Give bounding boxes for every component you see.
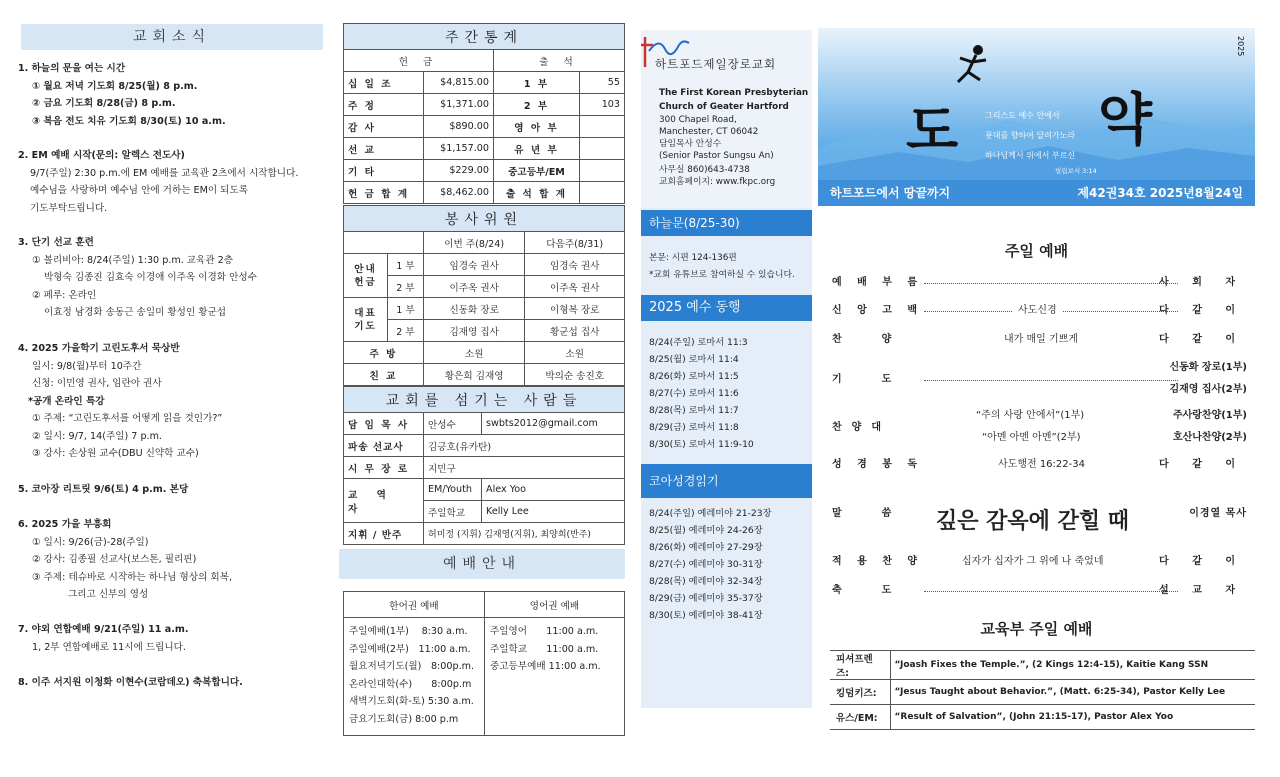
table-row: 파송 선교사 김긍호(유카탄): [344, 435, 625, 457]
list-item: 8/25(월) 로마서 11:4: [649, 354, 739, 365]
worship-table: 한어권 예배 영어권 예배 주일예배(1부) 8:30 a.m. 주일예배(2부) 11:00 a.m. 월요저녁기도(월) 8:00p.m. 온라인대학(수) 8:00p.m 새벽기도회(화-토) 5:30 a.m. 금요기도회(금) 8:00 p.m 주일영어 11:00 a.m. 주일학교 11:00 a.m. 중고등부예배 11:00 a.m.: [343, 591, 625, 736]
edu-table: [830, 650, 1255, 730]
english-worship-list: 주일영어 11:00 a.m. 주일학교 11:00 a.m. 중고등부예배 11:00 a.m.: [485, 618, 625, 736]
heaven-gate-header: 하늘문(8/25-30): [641, 210, 812, 236]
bible-reading-header: 코아성경읽기: [641, 464, 812, 498]
order-row: 신 앙 고 백 사도신경 다 같 이: [832, 301, 1255, 316]
list-item: 8/28(목) 로마서 11:7: [649, 405, 739, 416]
banner-title-yak: 약: [1098, 87, 1153, 153]
heaven-gate-body: 본문: 시편 124-136편 *교회 유튜브로 참여하실 수 있습니다.: [649, 253, 795, 280]
order-title: 주일 예배: [1004, 242, 1069, 260]
table-row: 교 역 자 EM/Youth Alex Yoo: [344, 479, 625, 501]
order-row: 예 배 부 름 사 회 자: [832, 277, 1245, 288]
list-item: 8/30(토) 로마서 11:9-10: [649, 439, 754, 450]
table-row: 선 교 $1,157.00 유 년 부: [344, 138, 625, 160]
news-item-8: 8. 이주 서지원 이청화 이현수(코람데오) 축복합니다.: [18, 677, 243, 688]
table-row: 2 부 김재영 집사 황군섭 집사: [344, 320, 625, 342]
banner-verse: 그리스도 예수 안에서 푯대를 향하여 달려가노라 하나님께서 위에서 부르신 빌립보서 3:14: [985, 111, 1097, 175]
table-row: 안내 헌금 1 부 임경숙 권사 임경숙 권사: [344, 254, 625, 276]
worship-order-column: [818, 0, 1255, 777]
list-item: 8/29(금) 로마서 11:8: [649, 422, 739, 433]
jesus-walk-header: 2025 예수 동행: [641, 295, 812, 321]
list-item: 8/29(금) 예레미야 35-37장: [649, 593, 763, 604]
news-item-3: 3. 단기 선교 훈련 ① 볼리비아: 8/24(주일) 1:30 p.m. 교육관 2층 박형숙 김종진 김효숙 이경애 이주옥 이경화 안성수 ② 페루: 온라인 이효정 남경화 송동근 송일미 황성인 황군섭: [18, 237, 257, 318]
table-row: 대표 기도 1 부 신동화 장로 이형복 장로: [344, 298, 625, 320]
news-column: [18, 0, 323, 777]
church-contact: 300 Chapel Road, Manchester, CT 06042 담임목사 안성수 (Senior Pastor Sungsu An) 사무실 860)643-4738 교회홈페이지: www.fkpc.org: [659, 115, 776, 187]
order-row: 축 도 설 교 자: [832, 585, 1245, 596]
list-item: 8/26(화) 로마서 11:5: [649, 371, 739, 382]
banner: 도 약 그리스도 예수 안에서 푯대를 향하여 달려가노라 하나님께서 위에서 부르신 빌립보서 3:14 2025 하트포드에서 땅끝까지 제42권34호 2025년8월24일: [818, 28, 1255, 206]
news-item-4: 4. 2025 가을학기 고린도후서 묵상반 일시: 9/8(월)부터 10주간 신청: 이민영 권사, 임란아 권사 *공개 온라인 특강 ① 주제: “고린도후서를 어떻게 읽을 것인가?” ② 일시: 9/7, 14(주일) 7 p.m. ③ 강사: 손상원 교수(DBU 신약학 교수): [18, 343, 223, 459]
order-row: 찬 양 내가 매일 기쁘게 다 같 이: [832, 334, 1245, 345]
list-item: 8/27(수) 로마서 11:6: [649, 388, 739, 399]
order-row: 찬 양 대 “주의 사랑 안에서”(1부) “아멘 아멘 아멘”(2부) 주사랑찬양(1부) 호산나찬양(2부): [832, 410, 1247, 443]
banner-footer: [818, 180, 1255, 206]
news-item-6: 6. 2025 가을 부흥회 ① 일시: 9/26(금)-28(주일) ② 강사: 김종필 선교사(보스톤, 필리핀) ③ 주제: 테슈바로 시작하는 하나님 형상의 회복, 그리고 신부의 영성: [18, 519, 232, 600]
list-item: 8/24(주일) 로마서 11:3: [649, 337, 748, 348]
order-row: 기 도 신동화 장로(1부) 김재영 집사(2부): [832, 362, 1247, 395]
table-row: 감 사 $890.00 영 아 부: [344, 116, 625, 138]
table-row: 담 임 목 사 안성수 swbts2012@gmail.com: [344, 413, 625, 435]
news-item-7: 7. 야외 연합예배 9/21(주일) 11 a.m. 1, 2부 연합예배로 11시에 드립니다.: [18, 624, 189, 653]
list-item: 8/28(목) 예레미야 32-34장: [649, 576, 763, 587]
list-item: 8/26(화) 예레미야 27-29장: [649, 542, 763, 553]
table-row: 주 정 $1,371.00 2 부 103: [344, 94, 625, 116]
sermon-title: 깊은 감옥에 갇힐 때: [936, 509, 1129, 534]
korean-worship-list: 주일예배(1부) 8:30 a.m. 주일예배(2부) 11:00 a.m. 월요저녁기도(월) 8:00p.m. 온라인대학(수) 8:00p.m 새벽기도회(화-토) 5:30 a.m. 금요기도회(금) 8:00 p.m: [344, 618, 485, 736]
table-row: 주일학교 Kelly Lee: [344, 501, 625, 523]
edu-title: 교육부 주일 예배: [980, 620, 1093, 638]
order-row: 적 용 찬 양 십자가 십자가 그 위에 나 죽었네 다 같 이: [832, 556, 1245, 567]
worship-header: 예배안내: [339, 549, 625, 579]
list-item: 8/30(토) 예레미야 38-41장: [649, 610, 763, 621]
table-row: 킹덤키즈: “Jesus Taught about Behavior.”, (Matt. 6:25-34), Pastor Kelly Lee: [830, 680, 1255, 705]
list-item: 8/24(주일) 예레미야 21-23장: [649, 508, 772, 519]
weekly-stats-table: 주간통계 헌 금 출 석 십 일 조 $4,815.00 1 부 55 주 정 $1,371.00 2 부 103 감 사 $890.00 영 아 부 선 교 $1,157.00 유 년 부 기 타 $229.00 중고등부/EM 헌 금 합 계 $8,462.00 출 석 합 계: [343, 23, 625, 204]
table-row: 십 일 조 $4,815.00 1 부 55: [344, 72, 625, 94]
issue-date: 제42권34호 2025년8월24일: [1077, 186, 1243, 200]
table-row: 유스/EM: “Result of Salvation”, (John 21:15-17), Pastor Alex Yoo: [830, 705, 1255, 730]
table-row: 기 타 $229.00 중고등부/EM: [344, 160, 625, 182]
news-item-2: 2. EM 예배 시작(문의: 알렉스 전도사) 9/7(주일) 2:30 p.m.에 EM 예배를 교육관 2츠에서 시작합니다. 예수님을 사랑하며 예수님 안에 거하는 EM이 되도록 기도부탁드립니다.: [18, 150, 299, 214]
church-info-column: [641, 0, 812, 777]
news-header: 교회소식: [21, 24, 323, 50]
table-row: 지휘 / 반주 허미정 (지휘) 김재영(지휘), 최양희(반주): [344, 523, 625, 545]
jesus-walk-list: [641, 334, 754, 453]
news-item-5: 5. 코아장 리트릿 9/6(토) 4 p.m. 본당: [18, 484, 189, 495]
church-address-block: The First Korean Presbyterian Church of Geater Hartford: [659, 88, 809, 112]
news-item-1: 1. 하늘의 문을 여는 시간 ① 월요 저녁 기도회 8/25(월) 8 p.m. ② 금요 기도회 8/28(금) 8 p.m. ③ 복음 전도 치유 기도회 8/30(토) 10 a.m.: [18, 63, 226, 127]
slogan: 하트포드에서 땅끝까지: [830, 186, 951, 200]
table-row: 시 무 장 로 지민구: [344, 457, 625, 479]
order-row: 성 경 봉 독 사도행전 16:22-34 다 같 이: [832, 459, 1245, 470]
table-row: 친 교 황은희 김재영 박의순 송진호: [344, 364, 625, 386]
table-row: 헌 금 합 계 $8,462.00 출 석 합 계: [344, 182, 625, 204]
list-item: 8/27(수) 예레미야 30-31장: [649, 559, 763, 570]
service-table: 봉사위원 이번 주(8/24) 다음주(8/31) 안내 헌금 1 부 임경숙 권사 임경숙 권사 2 부 이주옥 권사 이주옥 권사 대표 기도 1 부 신동화 장로 이형복 장로 2 부 김재영 집사 황군섭 집사 주 방 소원 소원 친 교 황은희 김재영 박의순 송진호: [343, 205, 625, 386]
bible-reading-list: [641, 505, 771, 624]
staff-table: 교회를 섬기는 사람들 담 임 목 사 안성수 swbts2012@gmail.com 파송 선교사 김긍호(유카탄) 시 무 장 로 지민구 교 역 자 EM/Youth Alex Yoo 주일학교 Kelly Lee 지휘 / 반주 허미정 (지휘) 김재영(지휘), 최양희(반주): [343, 386, 625, 545]
table-row: 주 방 소원 소원: [344, 342, 625, 364]
list-item: 8/25(월) 예레미야 24-26장: [649, 525, 763, 536]
stats-column: [343, 0, 625, 777]
table-row: 피셔프렌즈: “Joash Fixes the Temple.”, (2 Kings 12:4-15), Kaitie Kang SSN: [830, 651, 1255, 680]
order-row: 말 씀 깊은 감옥에 갇힐 때 이경열 목사: [832, 500, 1255, 540]
banner-title-do: 도: [906, 98, 959, 162]
church-name-korean: 하트포드제일장로교회: [655, 57, 777, 71]
table-row: 2 부 이주옥 권사 이주옥 권사: [344, 276, 625, 298]
